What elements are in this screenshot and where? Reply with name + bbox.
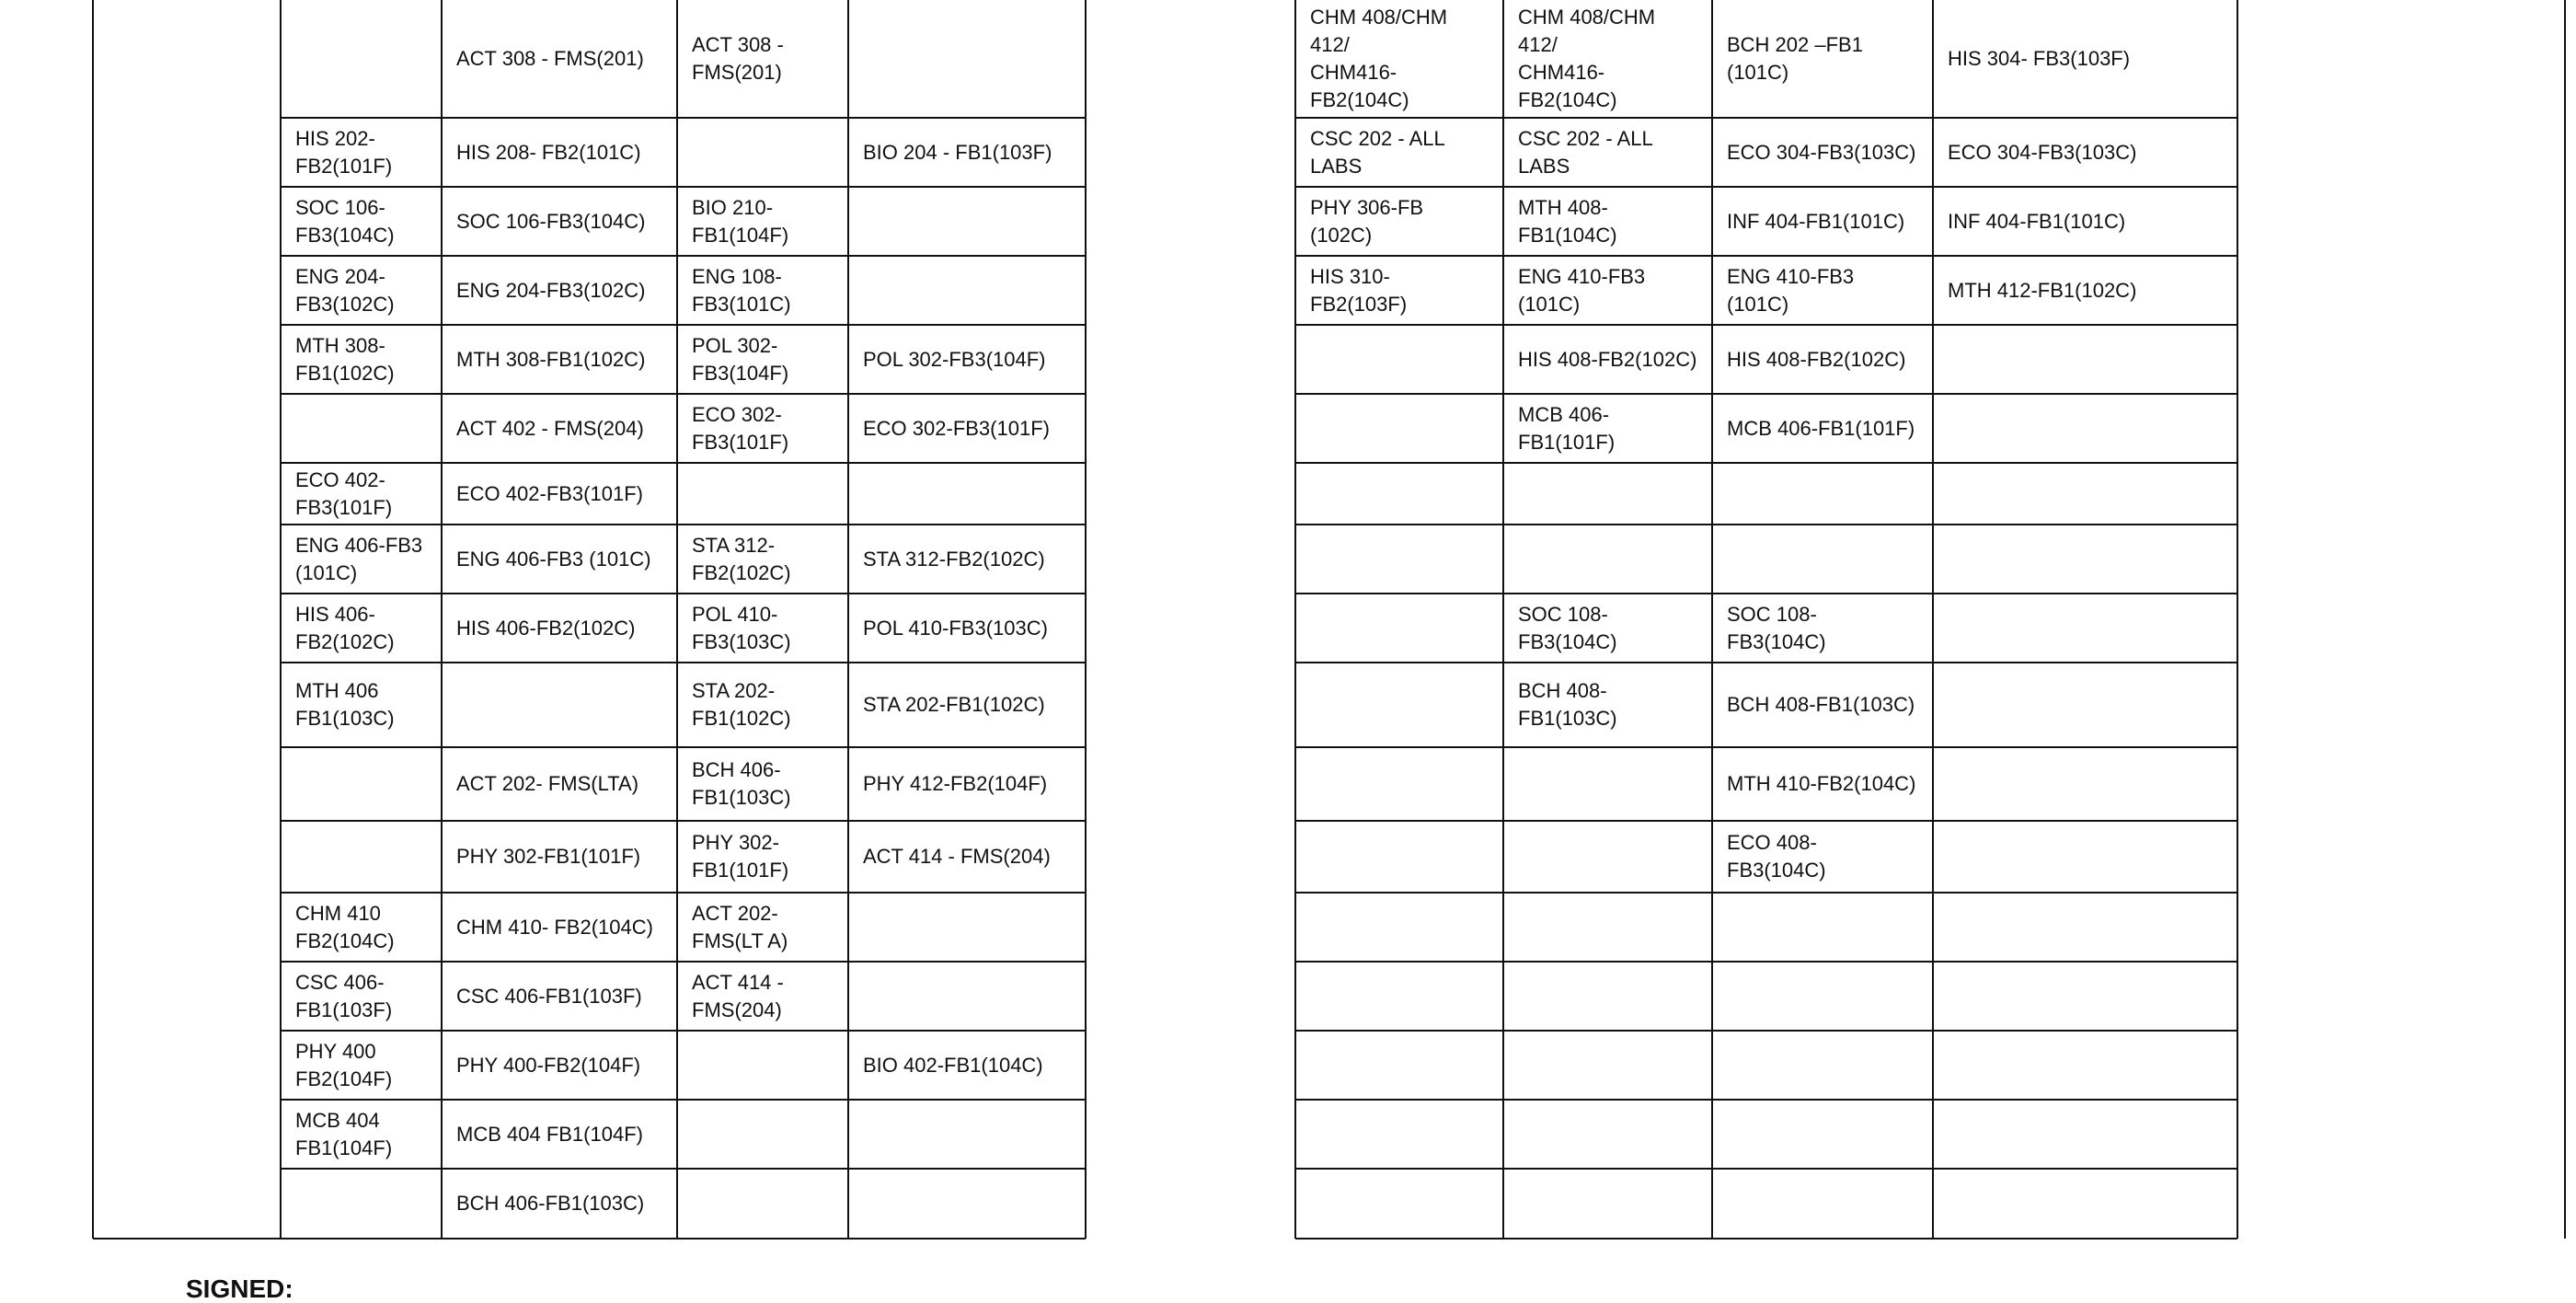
table-cell bbox=[1086, 1031, 1295, 1100]
table-cell: CSC 406- FB1(103F) bbox=[295, 970, 393, 1021]
table-cell bbox=[1295, 525, 1503, 594]
table-cell: POL 302- FB3(104F) bbox=[692, 333, 789, 385]
table-cell: SOC 108- FB3(104C) bbox=[1518, 602, 1617, 653]
table-cell: ACT 308 - FMS(201) bbox=[692, 33, 784, 84]
table-cell bbox=[677, 1100, 848, 1169]
table-cell bbox=[281, 1169, 442, 1239]
table-cell: ACT 308 - FMS(201) bbox=[456, 47, 644, 70]
table-cell: BIO 210- FB1(104F) bbox=[692, 195, 789, 247]
table-cell: HIS 310- FB2(103F) bbox=[1310, 264, 1408, 316]
table-cell bbox=[281, 747, 442, 821]
table-cell: MTH 412-FB1(102C) bbox=[1948, 278, 2137, 302]
table-cell bbox=[1086, 256, 1295, 325]
table-cell bbox=[1503, 525, 1712, 594]
table-cell bbox=[1503, 1031, 1712, 1100]
table-cell: MTH 408- FB1(104C) bbox=[1518, 195, 1617, 247]
table-cell: MCB 404 FB1(104F) bbox=[456, 1122, 643, 1146]
table-cell bbox=[1712, 1100, 1933, 1169]
table-cell bbox=[1086, 893, 1295, 962]
table-cell bbox=[1712, 463, 1933, 525]
table-cell bbox=[1295, 1169, 1503, 1239]
table-cell bbox=[1086, 1169, 1295, 1239]
table-cell bbox=[1933, 962, 2237, 1031]
table-cell bbox=[1086, 187, 1295, 256]
table-cell bbox=[848, 0, 1086, 118]
table-cell bbox=[1503, 821, 1712, 893]
table-cell bbox=[1933, 1169, 2237, 1239]
table-cell bbox=[677, 463, 848, 525]
table-cell bbox=[1712, 1031, 1933, 1100]
table-cell: CHM 408/CHM 412/ CHM416- FB2(104C) bbox=[1310, 6, 1448, 111]
table-cell bbox=[848, 463, 1086, 525]
table-cell: HIS 408-FB2(102C) bbox=[1727, 347, 1906, 371]
table-cell: MTH 410-FB2(104C) bbox=[1727, 772, 1916, 795]
table-cell: HIS 406-FB2(102C) bbox=[456, 616, 636, 640]
table-cell bbox=[1295, 1100, 1503, 1169]
table-cell bbox=[1933, 394, 2237, 463]
table-cell: MTH 406 FB1(103C) bbox=[295, 679, 395, 730]
table-cell bbox=[1933, 1100, 2237, 1169]
table-cell bbox=[1933, 594, 2237, 663]
table-cell: PHY 306-FB (102C) bbox=[1310, 195, 1424, 247]
table-cell bbox=[1933, 325, 2237, 394]
table-cell: ECO 402- FB3(101F) bbox=[295, 467, 393, 519]
table-cell: BIO 204 - FB1(103F) bbox=[863, 140, 1052, 164]
table-cell: MCB 406-FB1(101F) bbox=[1727, 416, 1915, 440]
table-cell: BCH 408-FB1(103C) bbox=[1727, 693, 1915, 716]
table-cell: PHY 400-FB2(104F) bbox=[456, 1053, 641, 1077]
table-cell: ECO 302-FB3(101F) bbox=[863, 416, 1050, 440]
table-cell: ENG 406-FB3 (101C) bbox=[456, 547, 651, 571]
table-cell bbox=[1503, 1100, 1712, 1169]
table-cell: ECO 408- FB3(104C) bbox=[1727, 831, 1826, 882]
table-cell: MCB 404 FB1(104F) bbox=[295, 1108, 393, 1159]
table-cell bbox=[1503, 747, 1712, 821]
table-cell bbox=[1086, 118, 1295, 187]
table-cell: INF 404-FB1(101C) bbox=[1727, 209, 1905, 233]
table-cell bbox=[1086, 663, 1295, 747]
table-cell: ENG 406-FB3 (101C) bbox=[295, 533, 423, 584]
table-cell bbox=[281, 0, 442, 118]
table-cell bbox=[442, 663, 677, 747]
table-cell: CHM 408/CHM 412/ CHM416- FB2(104C) bbox=[1518, 6, 1656, 111]
table-cell bbox=[1086, 525, 1295, 594]
table-cell bbox=[1933, 747, 2237, 821]
table-cell bbox=[1933, 821, 2237, 893]
table-cell: BCH 406- FB1(103C) bbox=[692, 758, 791, 809]
table-cell: STA 312-FB2(102C) bbox=[863, 547, 1045, 571]
table-cell: ACT 402 - FMS(204) bbox=[456, 416, 644, 440]
table-cell bbox=[1086, 1100, 1295, 1169]
table-cell: HIS 202- FB2(101F) bbox=[295, 126, 393, 178]
table-cell bbox=[1295, 1031, 1503, 1100]
table-cell: BCH 406-FB1(103C) bbox=[456, 1192, 645, 1215]
table-cell bbox=[1295, 663, 1503, 747]
table-cell bbox=[1295, 463, 1503, 525]
table-cell: INF 404-FB1(101C) bbox=[1948, 209, 2126, 233]
table-cell: ENG 410-FB3 (101C) bbox=[1518, 264, 1646, 316]
table-cell bbox=[848, 187, 1086, 256]
table-cell: CHM 410 FB2(104C) bbox=[295, 901, 395, 952]
table-cell bbox=[1086, 962, 1295, 1031]
table-cell bbox=[1295, 893, 1503, 962]
table-cell bbox=[1086, 394, 1295, 463]
table-vertical-rule bbox=[2564, 0, 2566, 1239]
table-cell: PHY 302- FB1(101F) bbox=[692, 831, 789, 882]
table-cell bbox=[848, 962, 1086, 1031]
table-cell bbox=[1086, 594, 1295, 663]
table-cell: HIS 408-FB2(102C) bbox=[1518, 347, 1697, 371]
table-cell: STA 312- FB2(102C) bbox=[692, 533, 791, 584]
table-cell: POL 302-FB3(104F) bbox=[863, 347, 1046, 371]
table-cell bbox=[1295, 394, 1503, 463]
table-cell bbox=[1933, 463, 2237, 525]
table-cell: ECO 402-FB3(101F) bbox=[456, 481, 643, 505]
table-cell: MCB 406- FB1(101F) bbox=[1518, 402, 1616, 454]
table-cell bbox=[848, 1100, 1086, 1169]
table-vertical-rule bbox=[92, 0, 94, 1239]
table-cell: ACT 202- FMS(LT A) bbox=[692, 901, 788, 952]
table-cell: POL 410- FB3(103C) bbox=[692, 602, 791, 653]
table-cell: MTH 308-FB1(102C) bbox=[456, 347, 646, 371]
table-cell bbox=[1086, 463, 1295, 525]
table-cell: PHY 302-FB1(101F) bbox=[456, 845, 641, 868]
table-cell bbox=[1295, 325, 1503, 394]
table-cell: SOC 106- FB3(104C) bbox=[295, 195, 395, 247]
table-cell bbox=[848, 256, 1086, 325]
table-cell: BCH 408- FB1(103C) bbox=[1518, 679, 1617, 730]
table-cell bbox=[1086, 821, 1295, 893]
table-cell: ENG 204-FB3(102C) bbox=[456, 278, 646, 302]
table-cell: ACT 202- FMS(LTA) bbox=[456, 772, 639, 795]
table-cell: MTH 308- FB1(102C) bbox=[295, 333, 395, 385]
table-cell bbox=[1086, 0, 1295, 118]
table-cell: SOC 108- FB3(104C) bbox=[1727, 602, 1826, 653]
table-cell bbox=[848, 1169, 1086, 1239]
table-cell bbox=[848, 893, 1086, 962]
table-cell: BIO 402-FB1(104C) bbox=[863, 1053, 1043, 1077]
table-cell bbox=[1712, 893, 1933, 962]
table-cell: CHM 410- FB2(104C) bbox=[456, 915, 653, 939]
table-cell bbox=[1086, 747, 1295, 821]
table-cell bbox=[1503, 463, 1712, 525]
table-cell bbox=[1712, 962, 1933, 1031]
table-cell bbox=[677, 118, 848, 187]
table-cell bbox=[1933, 525, 2237, 594]
table-cell bbox=[1295, 962, 1503, 1031]
table-cell bbox=[1503, 962, 1712, 1031]
table-cell bbox=[1933, 1031, 2237, 1100]
table-cell: SOC 106-FB3(104C) bbox=[456, 209, 646, 233]
table-cell bbox=[677, 1031, 848, 1100]
table-cell: STA 202-FB1(102C) bbox=[863, 693, 1045, 716]
table-cell bbox=[677, 1169, 848, 1239]
table-cell: ACT 414 - FMS(204) bbox=[692, 970, 784, 1021]
table-cell: ENG 108- FB3(101C) bbox=[692, 264, 791, 316]
table-cell bbox=[1503, 893, 1712, 962]
table-cell bbox=[1933, 893, 2237, 962]
table-cell: PHY 400 FB2(104F) bbox=[295, 1039, 393, 1090]
table-cell: STA 202- FB1(102C) bbox=[692, 679, 791, 730]
table-cell: ECO 302- FB3(101F) bbox=[692, 402, 789, 454]
table-cell: ECO 304-FB3(103C) bbox=[1948, 140, 2137, 164]
table-cell: BCH 202 –FB1 (101C) bbox=[1727, 33, 1863, 84]
table-cell: HIS 304- FB3(103F) bbox=[1948, 47, 2131, 70]
table-cell: CSC 202 - ALL LABS bbox=[1310, 126, 1444, 178]
table-cell bbox=[1295, 821, 1503, 893]
table-cell bbox=[1295, 747, 1503, 821]
table-cell bbox=[281, 821, 442, 893]
table-cell bbox=[1712, 1169, 1933, 1239]
table-cell: HIS 406- FB2(102C) bbox=[295, 602, 395, 653]
table-cell bbox=[1933, 663, 2237, 747]
table-cell bbox=[1086, 325, 1295, 394]
table-cell: ACT 414 - FMS(204) bbox=[863, 845, 1051, 868]
table-cell: ECO 304-FB3(103C) bbox=[1727, 140, 1916, 164]
table-cell: HIS 208- FB2(101C) bbox=[456, 140, 641, 164]
signed-label: SIGNED: bbox=[186, 1274, 293, 1303]
table-cell: ENG 410-FB3 (101C) bbox=[1727, 264, 1855, 316]
table-cell: ENG 204- FB3(102C) bbox=[295, 264, 395, 316]
table-cell: CSC 202 - ALL LABS bbox=[1518, 126, 1652, 178]
table-cell bbox=[1295, 594, 1503, 663]
table-cell: POL 410-FB3(103C) bbox=[863, 616, 1048, 640]
table-cell bbox=[1712, 525, 1933, 594]
table-cell bbox=[1503, 1169, 1712, 1239]
table-cell: CSC 406-FB1(103F) bbox=[456, 984, 642, 1008]
table-cell bbox=[281, 394, 442, 463]
table-cell: PHY 412-FB2(104F) bbox=[863, 772, 1048, 795]
